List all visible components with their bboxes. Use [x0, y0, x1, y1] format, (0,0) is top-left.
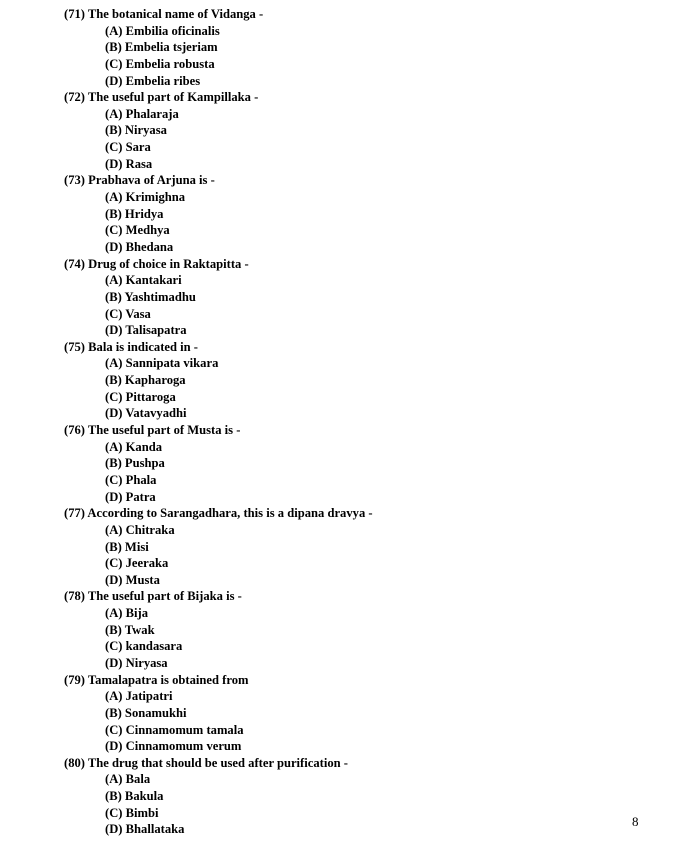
question-78	[64, 588, 664, 671]
question-80	[64, 755, 664, 838]
question-73	[64, 172, 664, 255]
option-c: (C) Sara	[105, 140, 151, 155]
question-79	[64, 672, 664, 755]
option-c: (C) Medhya	[105, 223, 170, 238]
question-text: (73) Prabhava of Arjuna is -	[64, 173, 215, 188]
question-text: (76) The useful part of Musta is -	[64, 423, 241, 438]
option-d: (D) Bhallataka	[105, 822, 185, 837]
question-text: (79) Tamalapatra is obtained from	[64, 672, 249, 687]
question-text: (80) The drug that should be used after purification -	[64, 755, 348, 770]
option-d: (D) Niryasa	[105, 655, 168, 670]
question-text: (77) According to Sarangadhara, this is a dipana dravya -	[64, 506, 373, 521]
option-a: (A) Bala	[105, 772, 151, 787]
question-74	[64, 256, 664, 339]
option-d: (D) Bhedana	[105, 239, 174, 254]
option-c: (C) Phala	[105, 472, 157, 487]
option-b: (B) Bakula	[105, 789, 164, 804]
option-d: (D) Vatavyadhi	[105, 406, 187, 421]
question-text: (74) Drug of choice in Raktapitta -	[64, 256, 249, 271]
option-a: (A) Phalaraja	[105, 106, 179, 121]
option-a: (A) Kantakari	[105, 273, 182, 288]
option-a: (A) Embilia oficinalis	[105, 23, 220, 38]
option-d: (D) Patra	[105, 489, 156, 504]
option-a: (A) Jatipatri	[105, 689, 173, 704]
option-d: (D) Musta	[105, 572, 160, 587]
option-b: (B) Embelia tsjeriam	[105, 40, 218, 55]
option-d: (D) Talisapatra	[105, 323, 187, 338]
option-d: (D) Cinnamomum verum	[105, 739, 242, 754]
question-75	[64, 339, 664, 422]
option-c: (C) Jeeraka	[105, 556, 169, 571]
option-b: (B) Twak	[105, 622, 155, 637]
option-c: (C) kandasara	[105, 639, 183, 654]
option-d: (D) Rasa	[105, 156, 153, 171]
question-71	[64, 6, 664, 89]
question-text: (78) The useful part of Bijaka is -	[64, 589, 242, 604]
question-list	[64, 6, 664, 838]
option-b: (B) Sonamukhi	[105, 705, 187, 720]
option-a: (A) Chitraka	[105, 522, 175, 537]
option-a: (A) Sannipata vikara	[105, 356, 219, 371]
option-b: (B) Pushpa	[105, 456, 165, 471]
question-76	[64, 422, 664, 505]
question-text: (75) Bala is indicated in -	[64, 339, 198, 354]
option-c: (C) Cinnamomum tamala	[105, 722, 244, 737]
question-72	[64, 89, 664, 172]
page-number: 8	[632, 814, 639, 829]
question-text: (71) The botanical name of Vidanga -	[64, 7, 264, 21]
option-b: (B) Kapharoga	[105, 373, 186, 388]
option-b: (B) Hridya	[105, 206, 164, 221]
option-b: (B) Niryasa	[105, 123, 167, 138]
option-d: (D) Embelia ribes	[105, 73, 201, 88]
option-b: (B) Yashtimadhu	[105, 289, 196, 304]
option-c: (C) Vasa	[105, 306, 151, 321]
option-b: (B) Misi	[105, 539, 149, 554]
option-a: (A) Bija	[105, 606, 149, 621]
question-77	[64, 505, 664, 588]
option-c: (C) Embelia robusta	[105, 56, 215, 71]
option-a: (A) Kanda	[105, 439, 163, 454]
option-a: (A) Krimighna	[105, 190, 186, 205]
option-c: (C) Pittaroga	[105, 389, 176, 404]
question-text: (72) The useful part of Kampillaka -	[64, 90, 259, 105]
option-c: (C) Bimbi	[105, 805, 159, 820]
